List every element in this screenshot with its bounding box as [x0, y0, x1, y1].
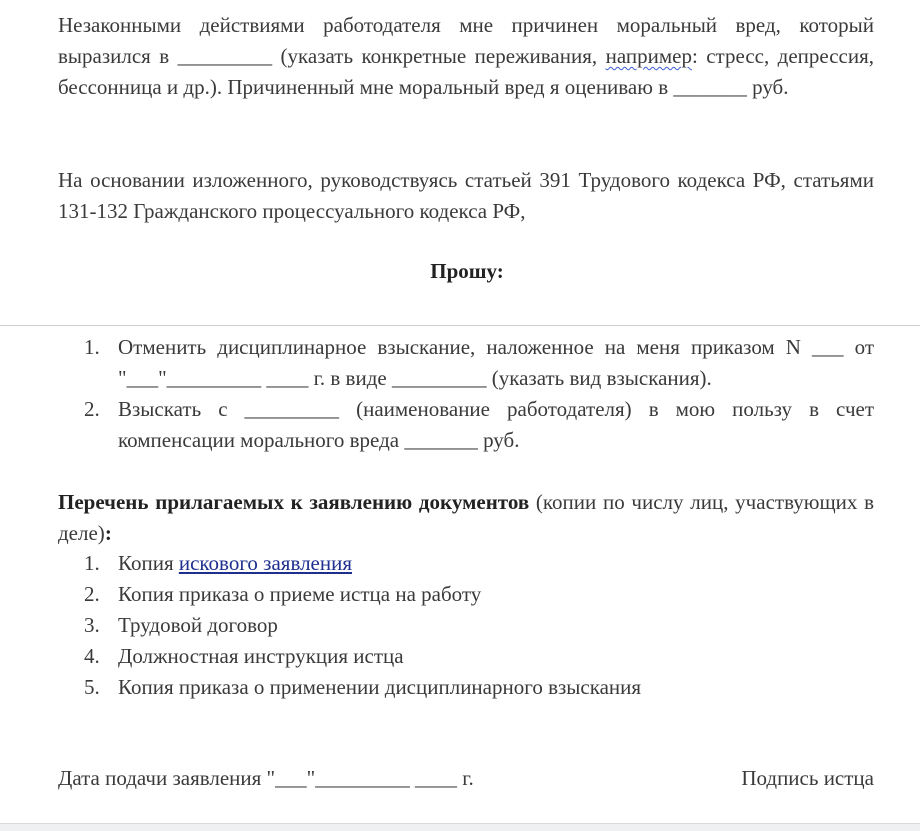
attachments-title-bold: Перечень прилагаемых к заявлению документов — [58, 490, 530, 514]
list-item-text: Копия приказа о применении дисциплинарного взыскания — [118, 675, 642, 699]
list-number: 2. — [84, 397, 100, 421]
damage-text-start: Незаконными действиями работодателя мне причинен моральный вред, который выразился в _________ (указать конкретные переживания, — [58, 13, 874, 68]
list-item-text: Должностная инструкция истца — [118, 644, 404, 668]
attachments-list — [58, 548, 874, 703]
legal-basis-paragraph: На основании изложенного, руководствуясь статьей 391 Трудового кодекса РФ, статьями 131-132 Гражданского процессуального кодекса РФ, — [58, 168, 874, 223]
list-item-text: Отменить дисциплинарное взыскание, наложенное на меня приказом N ___ от "___"_________ ____ г. в виде _________ (указать вид взыскания). — [118, 335, 874, 390]
request-list — [58, 332, 874, 456]
list-item — [58, 610, 874, 641]
list-number: 4. — [84, 644, 100, 668]
list-item-text: Трудовой договор — [118, 613, 278, 637]
signature-label: Подпись истца — [741, 766, 874, 790]
list-number: 3. — [84, 613, 100, 637]
list-number: 1. — [84, 551, 100, 575]
page-break-divider — [0, 325, 920, 326]
list-item — [58, 672, 874, 703]
list-item — [58, 548, 874, 579]
damage-paragraph — [58, 10, 874, 103]
list-item — [58, 332, 874, 394]
claim-statement-link[interactable]: искового заявления — [178, 551, 353, 575]
spellcheck-flagged-word: например — [605, 44, 692, 68]
damage-text-end: : стресс, депрессия, бессонница и др.). Причиненный мне моральный вред я оцениваю в _______ руб. — [58, 44, 875, 99]
list-item-prefix: Копия — [118, 551, 179, 575]
attachments-title-rest: (копии по числу лиц, участвующих в деле) — [58, 490, 875, 545]
list-item-text: Копия приказа о приеме истца на работу — [118, 582, 482, 606]
list-item — [58, 394, 874, 456]
list-item — [58, 579, 874, 610]
filing-date-label: Дата подачи заявления "___"_________ ____ г. — [58, 766, 474, 790]
list-number: 2. — [84, 582, 100, 606]
list-number: 5. — [84, 675, 100, 699]
list-number: 1. — [84, 335, 100, 359]
list-item — [58, 641, 874, 672]
attachments-title — [58, 487, 874, 549]
list-item-text: Взыскать с _________ (наименование работодателя) в мою пользу в счет компенсации морального вреда _______ руб. — [118, 397, 874, 452]
attachments-title-colon: : — [104, 521, 112, 545]
request-heading: Прошу: — [430, 259, 504, 283]
